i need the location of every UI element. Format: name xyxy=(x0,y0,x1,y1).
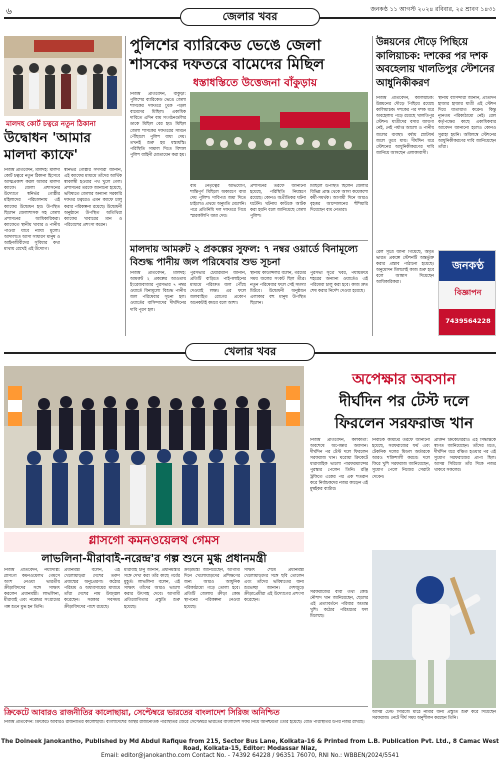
sarfaraz-body-col-1: নিজস্ব প্রতিবেদন, কলকাতা: অবশেষে অপেক্ষার অবসান। দীর্ঘদিন পর টেস্ট দলে ফিরলেন সরফরাজ খান। ঘরোয়া ক্রিকেটে ধারাবাহিক ভালো পারফরম্যান্সের পুরস্কার পেলেন তিনি। রঞ্জি ট্রফিতে একের পর এক শতরান করে নির্বাচকদের নজর কাড়েন এই মুম্বইকর ব্যাটার। xyxy=(310,438,368,492)
amrut-divider xyxy=(130,240,368,241)
bangladesh-headline: ক্রিকেটে আবারও রাজনীতির কালোছায়া, সেপ্টেম্বরে ভারতের বাংলাদেশ সিরিজ অনিশ্চিত xyxy=(4,708,280,717)
sarfaraz-headline-2: দীর্ঘদিন পর টেস্ট দলে xyxy=(339,392,469,410)
amrut-body-col-1: নিজস্ব প্রতিবেদন, মালদহ: আমরুট ২ প্রকল্পের আওতায় ইংরেজবাজার পুরসভার ৭ নম্বর ওয়ার্ডে বিনামূল্যে বিশুদ্ধ পানীয় জল পরিষেবার সূচনা হল। ওয়ার্ডের বাসিন্দাদের দীর্ঘদিনের দাবি পূরণ হল। xyxy=(130,271,186,313)
barricade-body-col-4: মিছিলে উপস্থিত ছিলেন জেলার বিভিন্ন প্রান্ত থেকে আসা কয়েকশো কর্মী-সমর্থক। আগামী দিনে আরও বৃহত্তর আন্দোলনের হুঁশিয়ারি দিয়েছেন বাম নেতারা। xyxy=(310,184,368,214)
cafe-body-col-1: নিজস্ব প্রতিবেদন, মালদহ: মালদা কোর্ট চত্বরে নতুন ঠিকানা হিসেবে আত্মপ্রকাশ করল আমার মালদা ক্যাফে। জেলা প্রশাসনের উদ্যোগে স্বনির্ভর গোষ্ঠীর মহিলাদের পরিচালনায় এই ক্যাফের উদ্বোধন হয়। উপস্থিত ছিলেন জেলাশাসক সহ জেলা প্রশাসনের আধিকারিকরা। ক্যাফেতে স্থানীয় খাবার ও পানীয় পাওয়া যাবে ন্যায্য মূল্যে। আদালতে আসা সাধারণ মানুষ ও আইনজীবীদের সুবিধার কথা মাথায় রেখেই এই উদ্যোগ। xyxy=(4,168,60,253)
barricade-body-col-1: নিজস্ব প্রতিবেদন, বাঁকুড়া: পুলিশের ব্যারিকেড ভেঙে জেলা শাসকের দফতরে ঢুকে পড়ল বামেদের মিছিল। একাধিক দাবিতে এদিন বাম সংগঠনগুলির ডাকে মিছিল বের হয়। মিছিল জেলা শাসকের দফতরের সামনে পৌঁছালে পুলিশ বাধা দেয়। তখনই শুরু হয় ধস্তাধস্তি। পরিস্থিতি সামাল দিতে বিশাল পুলিশ বাহিনী মোতায়েন করা হয়। xyxy=(130,92,186,158)
cafe-body-col-2: স্বনির্ভর গোষ্ঠীর সদস্যরা জানান, এই ক্যাফের মাধ্যমে তাঁদের আর্থিক স্বাবলম্বী হওয়ার পথ খুলে গেল। প্রশাসনের তরফে জানানো হয়েছে, ভবিষ্যতে জেলার অন্যান্য সরকারি দফতর চত্বরেও এমন ক্যাফে চালু করার পরিকল্পনা রয়েছে। উদ্বোধনী অনুষ্ঠানে উপস্থিত অতিথিরা ক্যাফের খাবারের মান ও পরিবেশের প্রশংসা করেন। xyxy=(64,168,122,228)
commonwealth-headline: লাভলিনা-মীরাবাই-নরেন্দ্র'র গল্প শুনে মুগ্ধ প্রধানমন্ত্রী xyxy=(41,552,267,565)
section-title: জেলার খবর xyxy=(180,8,320,26)
ad-brand: জনকণ্ঠ xyxy=(452,259,484,272)
column-divider xyxy=(125,36,126,336)
imprint-line-1: The Doineek Janokantho, Published by Md Abdul Rafique from 215, Sector Bus Lane, Kolkata-16 & Printed from L.B. Publication Pvt. Ltd., 8 Camac West Road, Kolkata-15, Editor: Modassar Niaz, xyxy=(1,739,499,752)
kaliachak-body-col-3: রেল সূত্রে জানা গিয়েছে, অমৃত ভারত প্রকল্পে স্টেশনটি অন্তর্ভুক্ত করার প্রস্তাব পাঠানো হয়েছে। অনুমোদন মিললেই কাজ শুরু হবে বলে আশ্বাস দিয়েছেন আধিকারিকরা। xyxy=(376,250,434,286)
barricade-body-col-2: বাম নেতৃত্বের অভিযোগ, শান্তিপূর্ণ মিছিলে অকারণে বাধা দেয় পুলিশ। দাবিপত্র জমা দিতে চাইলেও প্রথমে অনুমতি মেলেনি। পরে প্রতিনিধি দল দফতরে গিয়ে স্মারকলিপি জমা দেয়। xyxy=(190,184,246,220)
kaliachak-headline: উন্নয়নের দৌড়ে পিছিয়ে কালিয়াচক: দশকের পর দশক অবহেলায় খালতিপুর স্টেশনের আধুনিকীকরণ xyxy=(376,37,495,89)
barricade-body-col-3: প্রশাসনের তরফে জানানো হয়েছে, পরিস্থিতি নিয়ন্ত্রণে রয়েছে। কোনও অপ্রীতিকর ঘটনা ঘটেনি। ঘটনায় কাউকে আটক করা হয়নি বলে জানিয়েছে জেলা পুলিশ। xyxy=(250,184,306,220)
bangladesh-divider xyxy=(4,706,368,707)
cafe-photo xyxy=(4,36,122,116)
ad-phone: 7439564228 xyxy=(445,317,491,325)
page-number: ৬ xyxy=(6,7,12,17)
sports-section-title: খেলার খবর xyxy=(185,343,315,361)
sarfaraz-body-col-5: আসন্ন টেস্ট সিরিজে মাঠে নামার জন্য প্রস্তুতি শুরু করে দিয়েছেন সরফরাজ। নেটে দীর্ঘ সময় অনুশীলন করছেন তিনি। xyxy=(372,710,496,722)
issue-date: জনকণ্ঠ ১১ আগস্ট ২০২৪ রবিবার, ২৫ শ্রাবণ ১৪৩১ xyxy=(370,6,496,13)
amrut-headline: মালদায় আমরুট ২ প্রকল্পের সুফল: ৭ নম্বর ওয়ার্ডে বিনামূল্যে বিশুদ্ধ পানীয় জল পরিষেবার শুভ সূচনা xyxy=(130,244,358,268)
commonwealth-body-col-4: ক্রীড়ামন্ত্রী জানিয়েছেন, আগামী দিনে খেলোয়াড়দের প্রশিক্ষণের জন্য আরও আধুনিক পরিকাঠামো গড়ে তোলা হবে। প্রতিটি জেলায় ক্রীড়া কেন্দ্র স্থাপনের পরিকল্পনা নেওয়া হয়েছে। xyxy=(184,568,240,610)
sarfaraz-body-col-2: নির্বাচক কমিটির তরফে জানানো হয়েছে, সরফরাজের ফর্ম এবং টেকনিক দলের মিডল অর্ডারকে আরও শক্তিশালী করবে। দলে ফিরে খুশি সরফরাজ জানিয়েছেন, সুযোগ পেলে নিজের সেরাটা দেবেন। xyxy=(372,438,430,480)
kaliachak-body-col-2: স্থানীয় বাসিন্দারা জানান, প্রতিদিন হাজার হাজার যাত্রী এই স্টেশন দিয়ে যাতায়াত করেন। কিন্তু ন্যূনতম পরিকাঠামো নেই। রেল কর্তৃপক্ষের কাছে একাধিকবার আবেদন জানানো হলেও কোনও সুরাহা হয়নি। অবিলম্বে স্টেশনের আধুনিকীকরণের দাবি জানিয়েছেন তাঁরা। xyxy=(438,96,496,150)
commonwealth-body-col-2: প্রধানমন্ত্রী বলেন, এই খেলোয়াড়রা দেশের তরুণ প্রজন্মের অনুপ্রেরণা। কঠোর পরিশ্রম ও অধ্যবসায়ের মাধ্যমে তাঁরা দেশের নাম উজ্জ্বল করেছেন। সরকার সবসময় ক্রীড়াবিদদের পাশে রয়েছে। xyxy=(64,568,120,610)
barricade-subhead: ধস্তাধস্তিতে উত্তেজনা বাঁকুড়ায় xyxy=(193,77,317,89)
commonwealth-body-col-5: সাক্ষাৎ শেষে প্রধানমন্ত্রী খেলোয়াড়দের সঙ্গে ছবি তোলেন এবং তাঁদের ভবিষ্যতের জন্য শুভেচ্ছা জানান। দেশজুড়ে ক্রীড়াপ্রেমীরা এই উদ্যোগের প্রশংসা করেছেন। xyxy=(244,568,304,604)
cafe-headline: উদ্বোধন 'আমার মালদা ক্যাফে' xyxy=(4,130,91,163)
imprint-footer xyxy=(0,739,500,761)
kaliachak-body-col-1: নিজস্ব প্রতিবেদন, কালিয়াচক: উন্নয়নের দৌড়ে পিছিয়ে রয়েছে কালিয়াচক। দশকের পর দশক ধরে অবহেলায় পড়ে রয়েছে খালতিপুর স্টেশন। যাত্রীদের বসার জায়গা নেই, নেই পর্যাপ্ত আলো ও পানীয় জলের ব্যবস্থা। বর্ষায় প্ল্যাটফর্ম জলে ডুবে যায়। দীর্ঘদিন ধরে স্টেশনের আধুনিকীকরণের দাবি জানিয়ে আসছেন এলাকাবাসী। xyxy=(376,96,434,156)
sarfaraz-body-col-4: সরফরাজের বাবা তথা কোচ নৌশাদ খান জানিয়েছেন, ছেলের এই প্রত্যাবর্তনে পরিবার অত্যন্ত খুশি। কঠোর পরিশ্রমের ফল মিলেছে। xyxy=(310,590,368,620)
sarfaraz-headline-3: ফিরলেন সরফরাজ খান xyxy=(334,414,474,432)
amrut-body-col-3: স্থানীয় কাউন্সিলর বলেন, গরমের সময় জলের সংকট ছিল তীব্র। নতুন পরিষেবার ফলে সেই সমস্যা মিটবে। উদ্বোধনী অনুষ্ঠানে এলাকার বহু মানুষ উপস্থিত ছিলেন। xyxy=(250,271,306,307)
sarfaraz-photo xyxy=(372,550,496,708)
imprint-line-2: Email: editor@janokantho.com Contact No. - 74392 64228 / 96351 76070, RNI No.: WBBEN/2024/5541 xyxy=(100,753,400,759)
cafe-caption: মালদহ কোর্ট চত্বরে নতুন ঠিকানা xyxy=(6,120,96,128)
commonwealth-photo xyxy=(4,366,304,528)
barricade-headline: পুলিশের ব্যারিকেড ভেঙে জেলা শাসকের দফতরে বামেদের মিছিল xyxy=(130,36,325,73)
commonwealth-kicker: গ্লাসগো কমনওয়েলথ গেমস xyxy=(4,532,304,552)
amrut-body-col-4: পুরসভা সূত্রে খবর, পর্যায়ক্রমে শহরের অন্যান্য ওয়ার্ডেও এই পরিষেবা চালু করা হবে। কাজ দ্রুত শেষ করার নির্দেশ দেওয়া হয়েছে। xyxy=(310,271,368,295)
sarfaraz-body-col-3: প্রাক্তন ক্রিকেটাররাও এই সিদ্ধান্তকে স্বাগত জানিয়েছেন। তাঁদের মতে, দীর্ঘদিন ধরে বঞ্চিত হওয়ার পর এই সুযোগ সরফরাজের প্রাপ্য ছিল। আসন্ন সিরিজে তাঁর দিকে নজর থাকবে সকলের। xyxy=(434,438,496,474)
column-divider-right xyxy=(372,36,373,336)
bangladesh-body: নিজস্ব প্রতিবেদন: ক্রিকেটে আবারও রাজনীতির কালোছায়া। বাংলাদেশের অস্থির রাজনৈতিক পরিস্থিতির জেরে সেপ্টেম্বরে ভারতের বাংলাদেশ সফর নিয়ে অনিশ্চয়তা তৈরি হয়েছে। বোর্ড পরিস্থিতির উপর নজর রাখছে। xyxy=(4,720,365,725)
rally-photo xyxy=(190,92,368,180)
commonwealth-body-col-3: মীরাবাই চানু জানান, প্রধানমন্ত্রীর সঙ্গে দেখা করা তাঁর কাছে গর্বের মুহূর্ত। লাভলিনা বলেন, এই সাক্ষাৎ তাঁদের আরও ভালো করার উৎসাহ দেবে। আগামী প্রতিযোগিতার প্রস্তুতি শুরু হয়েছে। xyxy=(124,568,180,610)
commonwealth-body-col-1: নিজস্ব প্রতিবেদন, নয়াদিল্লি: গ্লাসগো কমনওয়েলথ গেমসে অংশ নেওয়া ভারতীয় ক্রীড়াবিদদের সঙ্গে সাক্ষাৎ করলেন প্রধানমন্ত্রী। লাভলিনা, মীরাবাই এবং নরেন্দ্রর সংগ্রামের গল্প শুনে মুগ্ধ হন তিনি। xyxy=(4,568,60,610)
page-header xyxy=(0,0,500,30)
amrut-body-col-2: পুরসভার চেয়ারম্যান জানান, প্রতিটি বাড়িতে পাইপলাইনের মাধ্যমে পরিশ্রুত জল পৌঁছে দেওয়াই লক্ষ্য। এর ফলে জলবাহিত রোগের প্রকোপ অনেকটাই কমবে বলে আশা। xyxy=(190,271,246,307)
sarfaraz-headline-1: অপেক্ষার অবসান xyxy=(352,370,456,388)
ad-line: বিজ্ঞাপন xyxy=(454,288,482,297)
advertisement[interactable] xyxy=(438,250,496,336)
